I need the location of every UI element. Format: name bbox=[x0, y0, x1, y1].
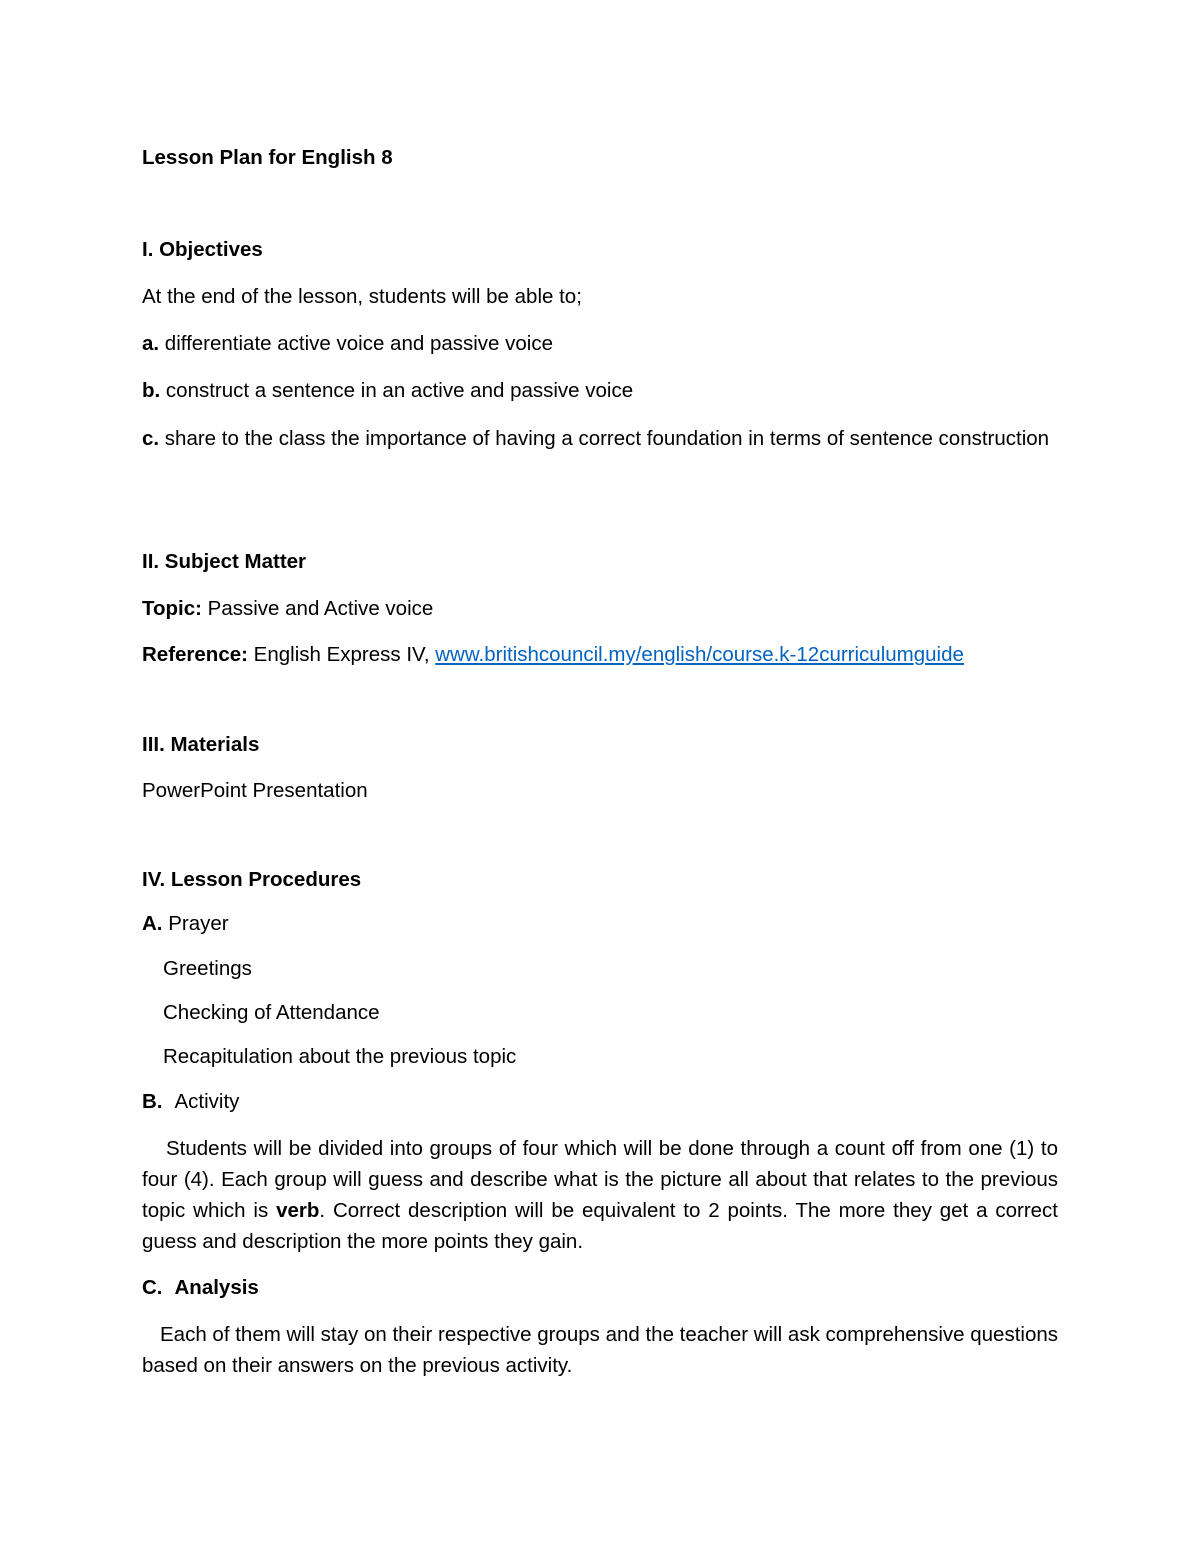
objective-item-a bbox=[142, 332, 553, 356]
procedure-c-label: C. bbox=[142, 1276, 163, 1299]
objective-text-b: construct a sentence in an active and passive voice bbox=[160, 379, 634, 402]
procedure-a bbox=[142, 912, 229, 936]
topic-label: Topic: bbox=[142, 597, 202, 620]
subject-matter-heading: II. Subject Matter bbox=[142, 550, 307, 573]
reference-label: Reference: bbox=[142, 643, 248, 666]
objective-item-c bbox=[142, 423, 1058, 454]
procedure-b-text: Activity bbox=[174, 1090, 240, 1113]
reference-link[interactable]: www.britishcouncil.my/english/course.k-12curriculumguide bbox=[435, 643, 964, 666]
objective-label-a: a. bbox=[142, 332, 160, 355]
procedure-a-subitem: Greetings bbox=[163, 957, 252, 980]
procedure-a-subitem: Checking of Attendance bbox=[163, 1001, 380, 1024]
procedure-b-para-1: Students will be divided into groups of four which will be done through a count off from one (1) to four (4). Each group will guess and describe what is the picture all about that relates to the previous topic which is bbox=[142, 1137, 1058, 1222]
reference-line bbox=[142, 643, 964, 667]
procedure-a-text: Prayer bbox=[162, 912, 229, 935]
objective-label-c: c. bbox=[142, 427, 160, 450]
procedure-c bbox=[142, 1276, 259, 1300]
procedures-heading: IV. Lesson Procedures bbox=[142, 868, 362, 891]
procedure-b bbox=[142, 1090, 239, 1114]
objective-text-a: differentiate active voice and passive voice bbox=[159, 332, 554, 355]
objective-item-b bbox=[142, 379, 633, 403]
procedure-b-para-2: . Correct description will be equivalent to 2 points. The more they get a correct guess and description the more points they gain. bbox=[142, 1199, 1058, 1253]
materials-value: PowerPoint Presentation bbox=[142, 779, 368, 802]
procedure-b-label: B. bbox=[142, 1090, 163, 1113]
procedure-b-paragraph bbox=[142, 1133, 1058, 1257]
objective-text-c: share to the class the importance of having a correct foundation in terms of sentence construction bbox=[159, 427, 1050, 450]
procedure-c-text: Analysis bbox=[174, 1276, 259, 1299]
procedure-a-subitem: Recapitulation about the previous topic bbox=[163, 1045, 517, 1068]
procedure-b-para-bold: verb bbox=[276, 1199, 320, 1222]
document-title: Lesson Plan for English 8 bbox=[142, 146, 393, 169]
topic-value: Passive and Active voice bbox=[201, 597, 434, 620]
objectives-intro: At the end of the lesson, students will be able to; bbox=[142, 285, 582, 308]
objectives-heading: I. Objectives bbox=[142, 238, 263, 261]
objective-label-b: b. bbox=[142, 379, 161, 402]
reference-value: English Express IV, bbox=[247, 643, 436, 666]
materials-heading: III. Materials bbox=[142, 733, 260, 756]
procedure-c-paragraph: Each of them will stay on their respective groups and the teacher will ask comprehensive questions based on their answers on the previous activity. bbox=[142, 1323, 1058, 1377]
topic-line bbox=[142, 597, 433, 621]
procedure-a-label: A. bbox=[142, 912, 163, 935]
